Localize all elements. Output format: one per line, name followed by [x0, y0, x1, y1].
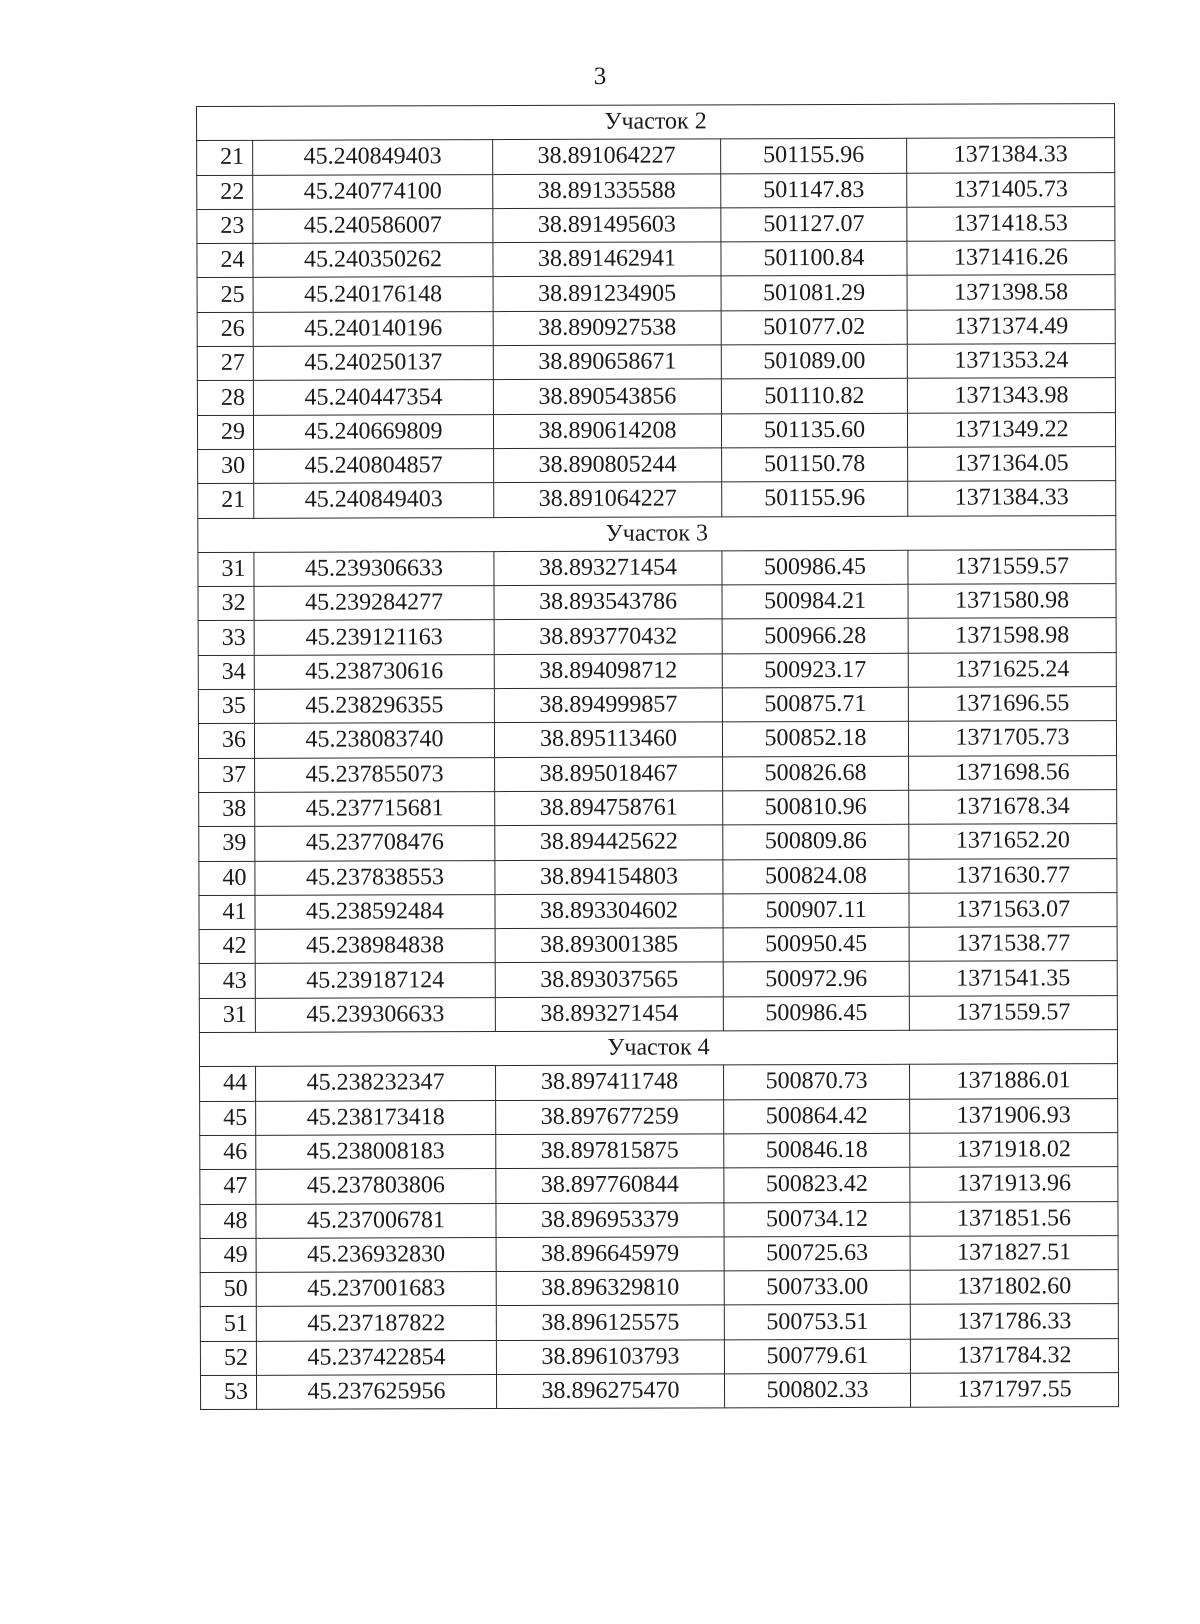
latitude: 45.237715681	[255, 792, 495, 827]
table-row	[198, 584, 1116, 621]
point-number: 21	[198, 484, 254, 518]
table-row	[199, 858, 1117, 895]
point-number: 49	[200, 1238, 256, 1272]
coord-x: 500870.73	[724, 1065, 910, 1100]
point-number: 31	[198, 552, 254, 586]
section-header-row	[199, 1030, 1117, 1067]
point-number: 42	[199, 929, 255, 963]
coord-y: 1371786.33	[910, 1304, 1118, 1339]
table-row	[198, 652, 1116, 689]
point-number: 40	[199, 861, 255, 895]
coord-x: 500810.96	[723, 790, 909, 825]
section-header-row	[197, 104, 1115, 141]
point-number: 50	[200, 1272, 256, 1306]
page-number: 3	[593, 63, 607, 90]
coord-y: 1371398.58	[907, 275, 1115, 310]
coord-x: 500753.51	[724, 1305, 910, 1340]
table-row	[198, 549, 1116, 586]
longitude: 38.895018467	[495, 756, 723, 791]
longitude: 38.896329810	[496, 1271, 724, 1306]
longitude: 38.896953379	[496, 1202, 724, 1237]
point-number: 28	[197, 381, 253, 415]
longitude: 38.890614208	[493, 414, 721, 449]
longitude: 38.891064227	[494, 482, 722, 517]
coord-y: 1371559.57	[909, 995, 1117, 1030]
longitude: 38.896125575	[496, 1305, 724, 1340]
coord-y: 1371698.56	[909, 755, 1117, 790]
longitude: 38.895113460	[494, 722, 722, 757]
table-row	[198, 618, 1116, 655]
point-number: 39	[199, 827, 255, 861]
point-number: 38	[199, 792, 255, 826]
coord-x: 501135.60	[721, 413, 907, 448]
point-number: 51	[200, 1307, 256, 1341]
latitude: 45.237708476	[255, 826, 495, 861]
point-number: 22	[197, 175, 253, 209]
longitude: 38.891234905	[493, 276, 721, 311]
coord-y: 1371906.93	[910, 1098, 1118, 1133]
point-number: 31	[199, 998, 255, 1032]
longitude: 38.891335588	[493, 173, 721, 208]
longitude: 38.896275470	[496, 1374, 724, 1409]
coord-x: 500846.18	[724, 1133, 910, 1168]
latitude: 45.236932830	[256, 1237, 496, 1272]
coord-y: 1371374.49	[907, 309, 1115, 344]
point-number: 45	[200, 1101, 256, 1135]
point-number: 41	[199, 895, 255, 929]
table-row	[200, 1098, 1118, 1135]
coord-y: 1371416.26	[907, 241, 1115, 276]
coord-y: 1371784.32	[910, 1338, 1118, 1373]
latitude: 45.240350262	[253, 243, 493, 278]
point-number: 32	[198, 586, 254, 620]
table-row	[199, 824, 1117, 861]
coord-y: 1371559.57	[908, 549, 1116, 584]
coord-y: 1371563.07	[909, 892, 1117, 927]
coord-y: 1371384.33	[907, 138, 1115, 173]
longitude: 38.890805244	[494, 448, 722, 483]
latitude: 45.240586007	[253, 208, 493, 243]
longitude: 38.893271454	[494, 551, 722, 586]
table-row	[199, 790, 1117, 827]
latitude: 45.238730616	[254, 654, 494, 689]
latitude: 45.238173418	[256, 1100, 496, 1135]
latitude: 45.237625956	[256, 1375, 496, 1410]
longitude: 38.893037565	[495, 962, 723, 997]
point-number: 21	[197, 141, 253, 175]
point-number: 26	[197, 312, 253, 346]
longitude: 38.896103793	[496, 1340, 724, 1375]
coord-x: 501155.96	[722, 482, 908, 517]
table-row	[198, 481, 1116, 518]
longitude: 38.893001385	[495, 928, 723, 963]
longitude: 38.893770432	[494, 619, 722, 654]
section-title: Участок 3	[198, 515, 1116, 552]
latitude: 45.237422854	[256, 1340, 496, 1375]
coord-x: 500734.12	[724, 1202, 910, 1237]
longitude: 38.894999857	[494, 688, 722, 723]
coord-y: 1371541.35	[909, 961, 1117, 996]
point-number: 33	[198, 621, 254, 655]
coord-x: 501100.84	[721, 241, 907, 276]
coord-x: 501150.78	[722, 447, 908, 482]
point-number: 53	[200, 1375, 256, 1409]
coord-x: 500779.61	[724, 1339, 910, 1374]
table-row	[199, 995, 1117, 1032]
point-number: 35	[198, 689, 254, 723]
latitude: 45.239121163	[254, 620, 494, 655]
coord-x: 500966.28	[722, 619, 908, 654]
coord-x: 500824.08	[723, 859, 909, 894]
section-title: Участок 2	[197, 104, 1115, 141]
coord-y: 1371851.56	[910, 1201, 1118, 1236]
point-number: 48	[200, 1204, 256, 1238]
longitude: 38.891495603	[493, 208, 721, 243]
coord-x: 500984.21	[722, 584, 908, 619]
longitude: 38.894758761	[495, 791, 723, 826]
table-row	[200, 1167, 1118, 1204]
table-row	[197, 344, 1115, 381]
latitude: 45.240849403	[253, 140, 493, 175]
coord-y: 1371918.02	[910, 1133, 1118, 1168]
coord-x: 501110.82	[721, 379, 907, 414]
coord-x: 500907.11	[723, 893, 909, 928]
latitude: 45.237838553	[255, 860, 495, 895]
latitude: 45.237803806	[256, 1169, 496, 1204]
table-row	[197, 275, 1115, 312]
section-header-row	[198, 515, 1116, 552]
coord-x: 500972.96	[723, 962, 909, 997]
longitude: 38.894154803	[495, 859, 723, 894]
coord-y: 1371625.24	[908, 652, 1116, 687]
coord-x: 501077.02	[721, 310, 907, 345]
point-number: 46	[200, 1135, 256, 1169]
table-row	[197, 412, 1115, 449]
longitude: 38.890927538	[493, 311, 721, 346]
table-row	[200, 1064, 1118, 1101]
coordinates-table	[196, 103, 1119, 1410]
coord-y: 1371827.51	[910, 1235, 1118, 1270]
latitude: 45.237855073	[255, 757, 495, 792]
table-row	[197, 309, 1115, 346]
coord-y: 1371343.98	[907, 378, 1115, 413]
longitude: 38.897760844	[496, 1168, 724, 1203]
latitude: 45.240849403	[254, 483, 494, 518]
coord-x: 500826.68	[723, 756, 909, 791]
coord-y: 1371349.22	[907, 412, 1115, 447]
point-number: 43	[199, 964, 255, 998]
table-row	[200, 1373, 1118, 1410]
coord-x: 500809.86	[723, 824, 909, 859]
table-row	[197, 138, 1115, 175]
coord-y: 1371630.77	[909, 858, 1117, 893]
latitude: 45.240804857	[254, 449, 494, 484]
latitude: 45.238296355	[254, 689, 494, 724]
latitude: 45.238592484	[255, 894, 495, 929]
point-number: 52	[200, 1341, 256, 1375]
table-row	[200, 1270, 1118, 1307]
coord-x: 500823.42	[724, 1167, 910, 1202]
longitude: 38.891064227	[493, 139, 721, 174]
coord-y: 1371384.33	[908, 481, 1116, 516]
coord-y: 1371598.98	[908, 618, 1116, 653]
latitude: 45.239284277	[254, 586, 494, 621]
table-row	[198, 721, 1116, 758]
latitude: 45.239306633	[254, 551, 494, 586]
point-number: 25	[197, 278, 253, 312]
table-row	[197, 378, 1115, 415]
point-number: 47	[200, 1170, 256, 1204]
coord-x: 501081.29	[721, 276, 907, 311]
coord-y: 1371678.34	[909, 790, 1117, 825]
latitude: 45.240176148	[253, 277, 493, 312]
table-row	[198, 447, 1116, 484]
table-row	[199, 927, 1117, 964]
longitude: 38.890543856	[493, 379, 721, 414]
latitude: 45.238984838	[255, 929, 495, 964]
table-row	[200, 1338, 1118, 1375]
longitude: 38.896645979	[496, 1237, 724, 1272]
coord-x: 500986.45	[723, 996, 909, 1031]
coord-x: 501147.83	[721, 173, 907, 208]
latitude: 45.238008183	[256, 1134, 496, 1169]
table-row	[200, 1133, 1118, 1170]
point-number: 23	[197, 209, 253, 243]
coord-x: 500725.63	[724, 1236, 910, 1271]
longitude: 38.897411748	[496, 1065, 724, 1100]
latitude: 45.240669809	[253, 414, 493, 449]
latitude: 45.237001683	[256, 1272, 496, 1307]
coord-x: 500864.42	[724, 1099, 910, 1134]
latitude: 45.240250137	[253, 346, 493, 381]
longitude: 38.897677259	[496, 1099, 724, 1134]
longitude: 38.893304602	[495, 894, 723, 929]
coord-y: 1371580.98	[908, 584, 1116, 619]
coord-y: 1371886.01	[910, 1064, 1118, 1099]
table-row	[198, 687, 1116, 724]
coord-y: 1371353.24	[907, 344, 1115, 379]
point-number: 24	[197, 244, 253, 278]
coord-x: 500733.00	[724, 1270, 910, 1305]
latitude: 45.239187124	[255, 963, 495, 998]
coord-x: 500950.45	[723, 927, 909, 962]
latitude: 45.240774100	[253, 174, 493, 209]
coordinates-table-body	[197, 104, 1119, 1410]
coord-x: 500986.45	[722, 550, 908, 585]
coord-x: 501089.00	[721, 344, 907, 379]
coord-x: 501155.96	[721, 139, 907, 174]
point-number: 37	[199, 758, 255, 792]
table-row	[197, 207, 1115, 244]
table-row	[200, 1304, 1118, 1341]
table-row	[200, 1201, 1118, 1238]
coord-y: 1371705.73	[908, 721, 1116, 756]
section-title: Участок 4	[199, 1030, 1117, 1067]
latitude: 45.237006781	[256, 1203, 496, 1238]
latitude: 45.237187822	[256, 1306, 496, 1341]
coord-x: 500923.17	[722, 653, 908, 688]
coord-y: 1371364.05	[908, 447, 1116, 482]
table-row	[200, 1235, 1118, 1272]
latitude: 45.240447354	[253, 380, 493, 415]
table-row	[197, 172, 1115, 209]
table-row	[199, 961, 1117, 998]
latitude: 45.240140196	[253, 311, 493, 346]
longitude: 38.893271454	[495, 997, 723, 1032]
coord-x: 501127.07	[721, 207, 907, 242]
point-number: 36	[198, 724, 254, 758]
table-row	[197, 241, 1115, 278]
longitude: 38.894425622	[495, 825, 723, 860]
longitude: 38.890658671	[493, 345, 721, 380]
table-row	[199, 892, 1117, 929]
coord-y: 1371418.53	[907, 207, 1115, 242]
latitude: 45.238083740	[254, 723, 494, 758]
coord-x: 500852.18	[722, 722, 908, 757]
coord-x: 500802.33	[724, 1373, 910, 1408]
longitude: 38.893543786	[494, 585, 722, 620]
coord-y: 1371538.77	[909, 927, 1117, 962]
point-number: 34	[198, 655, 254, 689]
longitude: 38.897815875	[496, 1134, 724, 1169]
longitude: 38.891462941	[493, 242, 721, 277]
point-number: 30	[198, 449, 254, 483]
latitude: 45.238232347	[256, 1066, 496, 1101]
point-number: 44	[200, 1067, 256, 1101]
latitude: 45.239306633	[255, 997, 495, 1032]
coord-y: 1371913.96	[910, 1167, 1118, 1202]
coord-y: 1371652.20	[909, 824, 1117, 859]
point-number: 29	[197, 415, 253, 449]
point-number: 27	[197, 346, 253, 380]
coord-y: 1371802.60	[910, 1270, 1118, 1305]
coord-y: 1371797.55	[910, 1373, 1118, 1408]
coord-y: 1371405.73	[907, 172, 1115, 207]
coord-x: 500875.71	[722, 687, 908, 722]
table-row	[199, 755, 1117, 792]
longitude: 38.894098712	[494, 654, 722, 689]
coord-y: 1371696.55	[908, 687, 1116, 722]
